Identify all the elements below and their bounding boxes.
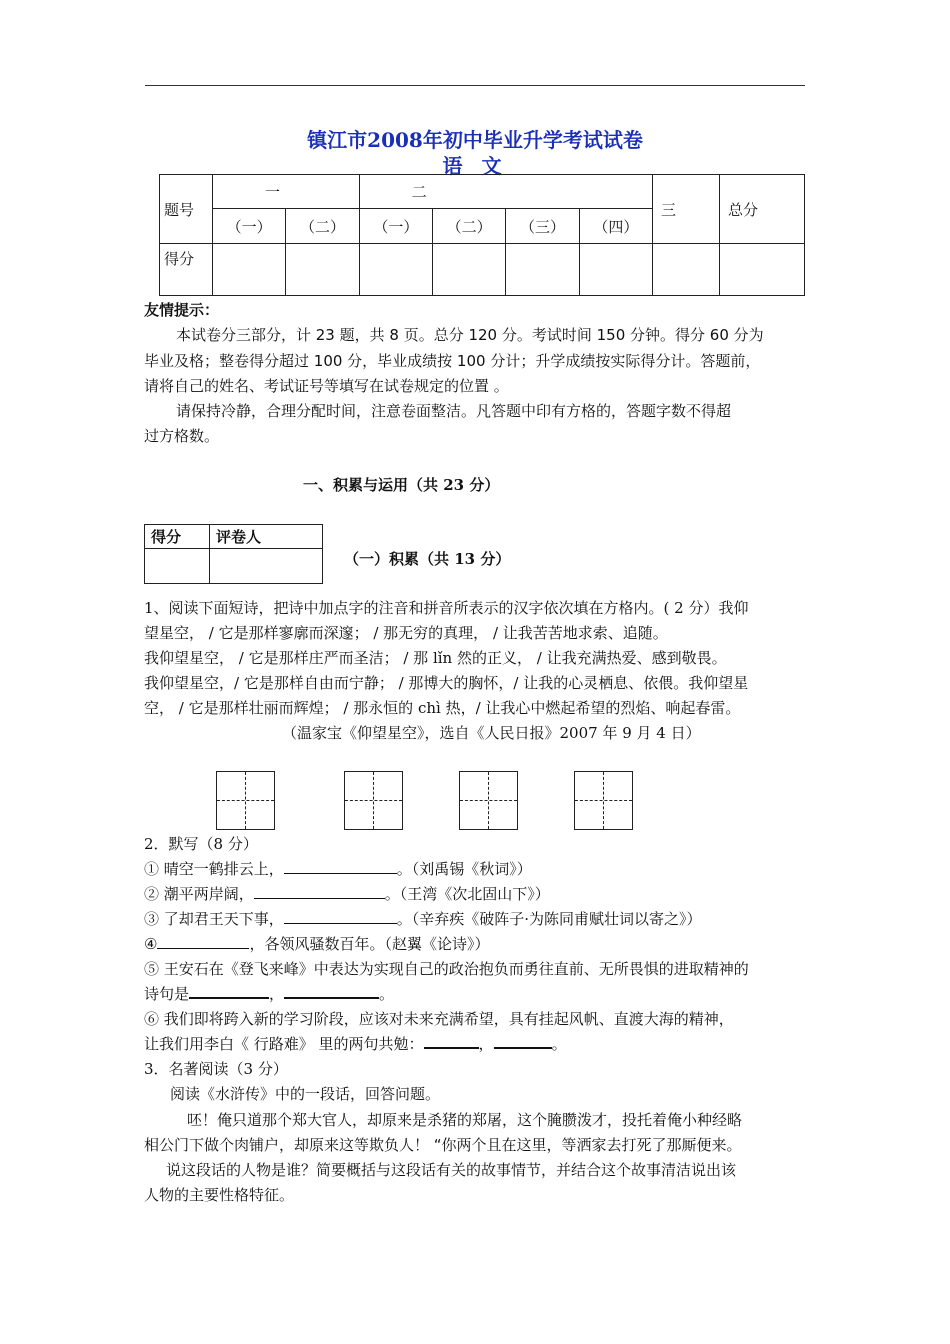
q1-line: 空， / 它是那样壮丽而辉煌； / 那永恒的 chì 热，/ 让我心中燃起希望的烈焰、响起春雷。 xyxy=(144,699,741,717)
tips-line: 请将自己的姓名、考试证号等填写在试卷规定的位置 。 xyxy=(144,377,509,395)
q2-item-6: 让我们用李白《 行路难》 里的两句共勉： ， 。 xyxy=(144,1032,567,1057)
sub-header: （二） xyxy=(286,209,359,244)
q2-item-6-line: ⑥ 我们即将跨入新的学习阶段，应该对未来充满希望，具有挂起风帆、直渡大海的精神， xyxy=(144,1010,734,1028)
q1-source: （温家宝《仰望星空》，选自《人民日报》2007 年 9 月 4 日） xyxy=(282,724,701,742)
sub-header: （一） xyxy=(359,209,432,244)
q2-item-5-line: ⑤ 王安石在《登飞来峰》中表达为实现自己的政治抱负而勇往直前、无所畏惧的进取精神的 xyxy=(144,960,749,978)
sub-header: （三） xyxy=(506,209,579,244)
grader-table xyxy=(144,524,323,584)
q2-item-1: ① 晴空一鹤排云上， 。（刘禹锡《秋词》） xyxy=(144,860,532,878)
blank[interactable] xyxy=(284,982,379,999)
q3-title: 3．名著阅读（3 分） xyxy=(144,1060,288,1078)
total-header: 总分 xyxy=(720,175,805,244)
part-1-header: 一 xyxy=(213,175,360,209)
q1-line: 望星空， / 它是那样寥廓而深邃； / 那无穷的真理， / 让我苦苦地求索、追随。 xyxy=(144,624,668,642)
score-cell[interactable] xyxy=(506,244,579,296)
score-table xyxy=(159,174,805,296)
blank[interactable] xyxy=(157,933,249,949)
q3-quote: 相公门下做个肉铺户，却原来这等欺负人！ “你两个且在这里，等洒家去打死了那厮便来。 xyxy=(144,1136,742,1154)
q3-quote: 呸！俺只道那个郑大官人，却原来是杀猪的郑屠，这个腌臜泼才，投托着俺小种经略 xyxy=(187,1111,743,1129)
section-title: 一、积累与运用（共 23 分） xyxy=(303,476,500,494)
score-cell[interactable] xyxy=(286,244,359,296)
sub-header: （二） xyxy=(432,209,505,244)
q3-question: 说这段话的人物是谁？简要概括与这段话有关的故事情节，并结合这个故事清洁说出该 xyxy=(166,1161,737,1179)
row-label-number: 题号 xyxy=(160,175,213,244)
answer-grid-box[interactable] xyxy=(216,771,275,830)
q1-line: 我仰望星空， / 它是那样庄严而圣洁； / 那 lǐn 然的正义， / 让我充满热爱、感到敬畏。 xyxy=(144,649,727,667)
score-cell[interactable] xyxy=(579,244,652,296)
sub-header: （一） xyxy=(213,209,286,244)
answer-grid-box[interactable] xyxy=(344,771,403,830)
header-rule xyxy=(145,85,805,86)
sub-header: （四） xyxy=(579,209,652,244)
q2-item-2: ② 潮平两岸阔， 。（王湾《次北固山下》） xyxy=(144,885,550,903)
grader-name-label: 评卷人 xyxy=(210,525,323,549)
blank[interactable] xyxy=(284,908,397,924)
tips-line: 请保持冷静，合理分配时间，注意卷面整洁。凡答题中印有方格的，答题字数不得超 xyxy=(176,402,732,420)
score-cell[interactable] xyxy=(720,244,805,296)
part-3-header: 三 xyxy=(653,175,720,244)
blank[interactable] xyxy=(424,1032,479,1049)
blank[interactable] xyxy=(284,858,397,874)
q2-title: 2．默写（8 分） xyxy=(144,835,258,853)
blank[interactable] xyxy=(494,1032,552,1049)
tips-line: 本试卷分三部分，计 23 题，共 8 页。总分 120 分。考试时间 150 分钟。得分 60 分为 xyxy=(176,326,764,344)
subsection-title: （一）积累（共 13 分） xyxy=(344,550,511,568)
subject-title: 语 文 xyxy=(442,154,508,178)
grader-score-label: 得分 xyxy=(145,525,210,549)
tips-line: 毕业及格；整卷得分超过 100 分，毕业成绩按 100 分计；升学成绩按实际得分计。答题前， xyxy=(144,352,761,370)
q1-line: 我仰望星空，/ 它是那样自由而宁静； / 那博大的胸怀，/ 让我的心灵栖息、依偎。我仰望星 xyxy=(144,674,749,692)
q2-item-5: 诗句是 ， 。 xyxy=(144,982,394,1007)
blank[interactable] xyxy=(189,982,269,999)
score-cell[interactable] xyxy=(653,244,720,296)
part-2-header: 二 xyxy=(359,175,652,209)
q3-intro: 阅读《水浒传》中的一段话，回答问题。 xyxy=(170,1085,441,1103)
grader-name-cell[interactable] xyxy=(210,549,323,584)
score-cell[interactable] xyxy=(213,244,286,296)
blank[interactable] xyxy=(254,883,385,899)
row-label-score: 得分 xyxy=(160,244,213,296)
score-cell[interactable] xyxy=(359,244,432,296)
score-cell[interactable] xyxy=(432,244,505,296)
q2-item-3: ③ 了却君王天下事， 。（辛弃疾《破阵子·为陈同甫赋壮词以寄之》） xyxy=(144,910,702,928)
q1-line: 1、阅读下面短诗，把诗中加点字的注音和拼音所表示的汉字依次填在方格内。( 2 分）我仰 xyxy=(144,599,749,617)
grader-score-cell[interactable] xyxy=(145,549,210,584)
tips-heading: 友情提示： xyxy=(144,301,220,319)
answer-grid-box[interactable] xyxy=(574,771,633,830)
exam-title: 镇江市2008年初中毕业升学考试试卷 xyxy=(307,128,643,152)
answer-grid-box[interactable] xyxy=(459,771,518,830)
tips-line: 过方格数。 xyxy=(144,427,220,445)
q3-question: 人物的主要性格特征。 xyxy=(144,1186,295,1204)
q2-item-4: ④ ，各领风骚数百年。（赵翼《论诗》） xyxy=(144,935,490,953)
